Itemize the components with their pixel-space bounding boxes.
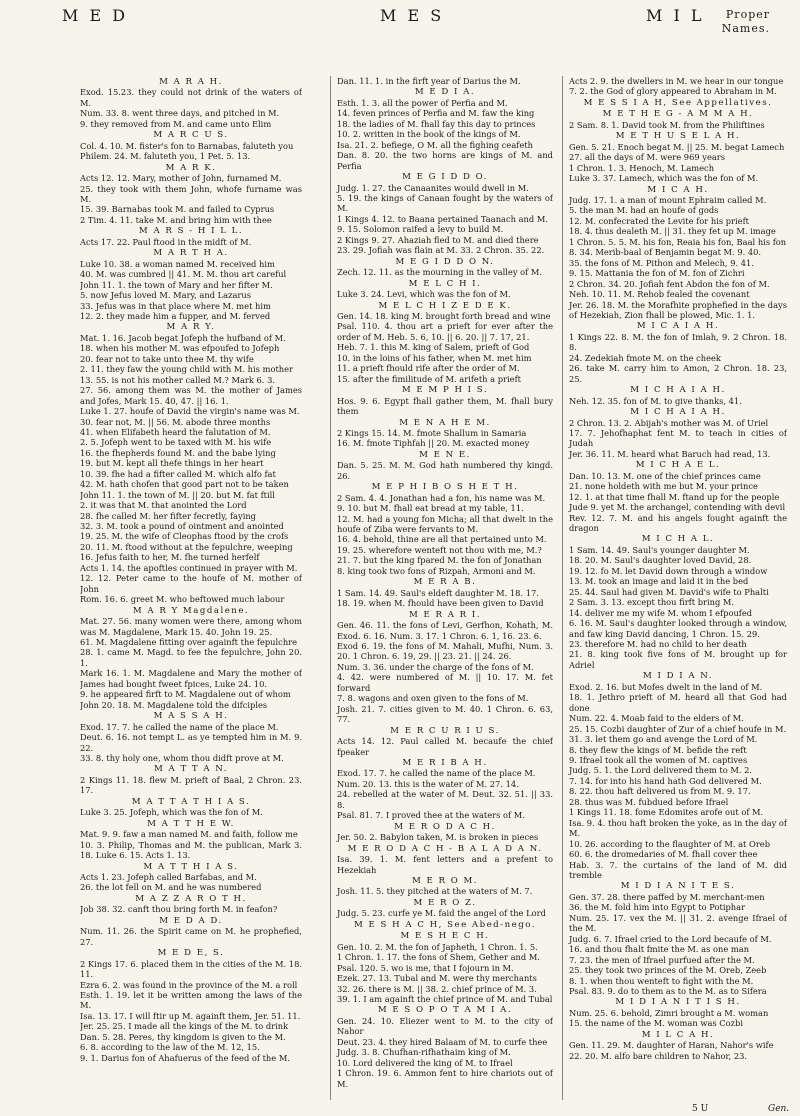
entry-line: Luke 3. 25. Jofeph, which was the fon of M. — [80, 807, 263, 818]
entry-line: 27. all the days of M. were 969 years — [569, 152, 726, 163]
entry-heading: M A T T A T H I A S. — [131, 796, 251, 807]
entry-line: 17. 7. Jehofhaphat fent M. to teach in cities of Judah — [569, 427, 787, 449]
entry-heading: M E S H E C H. — [400, 931, 490, 942]
entry-line: Mat. 27. 56. many women were there, among whom was M. Magdalene, Mark 15. 40. John 19. 25. — [80, 616, 302, 637]
entry-line: 10. 2. written in the book of the kings of M. — [337, 129, 521, 140]
entry-line: 28. thus was M. fubdued before Ifrael — [569, 796, 729, 807]
entry-line: 19. 25. wherefore wenteft not thou with me, M.? — [337, 544, 542, 555]
entry-line: Luke 1. 27. houfe of David the virgin's name was M. — [80, 406, 300, 417]
entry-line: 16. and thou fhalt fmite the M. as one man — [569, 944, 750, 955]
entry-line: Exod. 15.23. they could not drink of the waters of M. — [80, 87, 302, 108]
signature-mark: 5 U — [692, 1104, 709, 1114]
entry-line: Isa. 9. 4. thou haft broken the yoke, as in the day of M. — [569, 817, 787, 839]
entry-line: 2 Sam. 3. 13. except thou firft bring M. — [569, 597, 735, 608]
entry-line: 42. M. hath chofen that good part not to be taken — [80, 479, 289, 490]
entry-line: 8. 34. Merib-baal of Benjamin begat M. 9. 40. — [569, 247, 762, 258]
entry-line: 25. 15. Cozbi daughter of Zur of a chief houfe in M. — [569, 723, 787, 734]
entry-line: 19. 25. M. the wife of Cleophas ftood by the crofs — [80, 531, 289, 542]
entry-line: 2 Kings 17. 6. placed them in the cities of the M. 18. 11. — [80, 958, 302, 980]
entry-line: Judg. 3. 8. Chufhan-rifhathaim king of M. — [337, 1047, 511, 1058]
entry-line: 1 Kings 22. 8. M. the fon of Imlah, 9. 2 Chron. 18. 8. — [569, 331, 787, 353]
entry-heading: M E D A D. — [159, 915, 223, 926]
entry-line: Jer. 36. 11. M. heard what Baruch had read, 13. — [569, 448, 771, 459]
column-2 — [330, 76, 553, 1100]
entry-line: Judg. 1. 27. the Canaanites would dwell in M. — [337, 182, 529, 193]
entry-line: Mat. 1. 16. Jacob begat Jofeph the hufband of M. — [80, 332, 286, 343]
entry-line: John 11. 1. the town of M. || 20. but M. fat ftill — [80, 489, 275, 500]
entry-line: 2 Kings 11. 18. flew M. prieft of Baal, 2 Chron. 23. 17. — [80, 774, 302, 796]
entry-line: Judg. 6. 7. Ifrael cried to the Lord becaufe of M. — [569, 933, 772, 944]
entry-line: Luke 3. 24. Levi, which was the fon of M. — [337, 289, 511, 300]
entry-line: 10. in the loins of his father, when M. met him — [337, 352, 532, 363]
entry-line: 5. now Jefus loved M. Mary, and Lazarus — [80, 290, 251, 301]
entry-line: 4. 42. were numbered of M. || 10. 17. M. fet forward — [337, 672, 553, 693]
entry-heading: M A R K. — [165, 162, 217, 173]
entry-line: 7. 2. the God of glory appeared to Abraham in M. — [569, 86, 777, 97]
entry-line: 12. 12. Peter came to the houfe of M. mother of John — [80, 573, 302, 594]
entry-heading: M E R O Z. — [413, 897, 477, 908]
entry-line: Dan. 10. 13. M. one of the chief princes came — [569, 470, 761, 481]
entry-line: 39. 1. I am againft the chief prince of M. and Tubal — [337, 993, 553, 1004]
entry-heading: M I C A H. — [647, 184, 709, 195]
entry-heading: M E L C H I. — [408, 278, 482, 289]
entry-line: Rom. 16. 6. greet M. who beftowed much labour — [80, 594, 285, 605]
entry-line: 9. 1. Darius fon of Ahafuerus of the feed of the M. — [80, 1052, 290, 1063]
entry-line: Josh. 11. 5. they pitched at the waters of M. 7. — [337, 886, 533, 897]
entry-line: 28. fhe called M. her fifter fecretly, faying — [80, 510, 256, 521]
entry-heading: M A R Y. — [166, 322, 216, 333]
entry-line: Luke 3. 37. Lamech, which was the fon of M. — [569, 173, 759, 184]
entry-line: 2. 5. Jofeph went to be taxed with M. his wife — [80, 437, 272, 448]
entry-line: Psal. 110. 4. thou art a prieft for ever after the order of M. Heb. 5. 6, 10. || 6. 20. || 7. 17, 21. — [337, 321, 553, 342]
entry-line: Deut. 23. 4. they hired Balaam of M. to curfe thee — [337, 1036, 548, 1047]
entry-line: Gen. 14. 18. king M. brought forth bread and wine — [337, 310, 551, 321]
catchword: Gen. — [768, 1104, 790, 1114]
entry-line: Dan. 8. 20. the two horns are kings of M. and Perfia — [337, 150, 553, 171]
entry-line: 26. the lot fell on M. and he was numbered — [80, 882, 262, 893]
entry-line: 18. 19. when M. fhould have been given to David — [337, 598, 544, 609]
entry-heading: M E G I D D O. — [402, 172, 488, 183]
entry-heading: M I D I A N I T E S. — [620, 881, 736, 892]
entry-heading: M E N A H E M. — [399, 417, 491, 428]
entry-line: 7. 23. the men of Ifrael purfued after the M. — [569, 954, 755, 965]
entry-line: 16. M. fmote Tiphfah || 20. M. exacted money — [337, 438, 530, 449]
entry-line: Acts 2. 9. the dwellers in M. we hear in our tongue — [569, 76, 784, 86]
entry-line: Job 38. 32. canft thou bring forth M. in feafon? — [80, 904, 278, 915]
entry-line: Philem. 24. M. faluteth you, 1 Pet. 5. 13. — [80, 151, 251, 162]
entry-heading: M E G I D D O N. — [395, 256, 495, 267]
entry-line: 20. fear not to take unto thee M. thy wife — [80, 353, 254, 364]
entry-line: 5. 19. the kings of Canaan fought by the waters of M. — [337, 192, 553, 214]
entry-line: 2 Sam. 4. 4. Jonathan had a fon, his name was M. — [337, 492, 546, 503]
entry-line: Hab. 3. 7. the curtains of the land of M. did tremble — [569, 859, 787, 880]
entry-line: 8. 1. when thou wenteft to fight with the M. — [569, 975, 754, 986]
entry-line: 16. the fhepherds found M. and the babe lying — [80, 447, 276, 458]
entry-heading: M E S S I A H, See Appellatives. — [583, 97, 773, 108]
entry-line: 30. fear not, M. || 56. M. abode three months — [80, 416, 271, 427]
entry-line: Num. 22. 4. Moab faid to the elders of M. — [569, 713, 744, 724]
entry-line: 12. 2. they made him a fupper, and M. ferved — [80, 310, 271, 321]
entry-line: Neh. 12. 35. fon of M. to give thanks, 41. — [569, 395, 742, 406]
entry-line: Exod 6. 19. the fons of M. Mahali, Mufhi, Num. 3. 20. 1 Chron. 6. 19, 29. || 23. 21. || 24. 26. — [337, 641, 553, 662]
entry-heading: M I C H A I A H. — [630, 407, 726, 418]
entry-line: 16. 4. behold, thine are all that pertained unto M. — [337, 534, 547, 545]
entry-line: 8. they flew the kings of M. befide the reft — [569, 744, 747, 755]
entry-line: 61. M. Magdalene fitting over againft the fepulchre — [80, 637, 298, 648]
column-3 — [562, 76, 787, 1100]
entry-line: 9. 15. Mattania the fon of M. fon of Zichri — [569, 268, 745, 279]
running-head-right: M I L — [646, 6, 705, 25]
entry-line: 1 Chron. 1. 3. Henoch, M. Lamech — [569, 162, 715, 173]
entry-line: 5. the man M. had an houfe of gods — [569, 205, 719, 216]
entry-heading: M A R S - H I L L. — [138, 226, 244, 237]
entry-line: 8. 22. thou haft delivered us from M. 9. 17. — [569, 786, 751, 797]
entry-line: 13. M. took an image and laid it in the bed — [569, 576, 749, 587]
entry-line: 60. 6. the dromedaries of M. fhall cover thee — [569, 849, 758, 860]
entry-line: Judg. 17. 1. a man of mount Ephraim called M. — [569, 194, 767, 205]
entry-line: Num. 33. 8. went three days, and pitched in M. — [80, 108, 280, 119]
entry-line: 2 Chron. 34. 20. Jofiah fent Abdon the fon of M. — [569, 278, 770, 289]
entry-heading: M E S O P O T A M I A. — [377, 1005, 513, 1016]
entry-line: Rev. 12. 7. M. and his angels fought againft the dragon — [569, 512, 787, 534]
entry-line: 1 Sam. 14. 49. Saul's eldeft daughter M. 18. 17. — [337, 587, 539, 598]
entry-line: 20. 11. M. ftood without at the fepulchre, weeping — [80, 541, 293, 552]
entry-heading: M E R A B. — [413, 577, 477, 588]
entry-line: Exod. 17. 7. he called the name of the place M. — [337, 768, 536, 779]
entry-line: 6. 8. according to the law of the M. 12, 15. — [80, 1042, 260, 1053]
entry-line: Ezra 6. 2. was found in the province of the M. a roll — [80, 979, 298, 990]
entry-line: 7. 14. for into his hand hath God delivered M. — [569, 775, 762, 786]
entry-line: Acts 12. 12. Mary, mother of John, furnamed M. — [80, 173, 282, 184]
entry-line: 1 Kings 4. 12. to Baana pertained Taanach and M. — [337, 213, 548, 224]
entry-line: Ezek. 27. 13. Tubal and M. were thy merchants — [337, 973, 537, 984]
entry-heading: M E R C U R I U S. — [390, 725, 500, 736]
entry-line: 7. 8. wagons and oxen given to the fons of M. — [337, 693, 529, 704]
entry-line: 40. M. was cumbred || 41. M. M. thou art careful — [80, 269, 287, 280]
entry-line: Mark 16. 1. M. Magdalene and Mary the mother of James had bought fweet fpices, Luke 24. 10. — [80, 668, 302, 689]
entry-line: 2 Sam. 8. 1. David took M. from the Philiftines — [569, 119, 765, 130]
entry-line: Judg. 5. 23. curfe ye M. faid the angel of the Lord — [337, 908, 546, 919]
entry-line: Num. 11. 26. the Spirit came on M. he prophefied, 27. — [80, 926, 302, 947]
entry-heading: M A R Y Magdalene. — [132, 605, 250, 616]
entry-heading: M I C H A L. — [641, 534, 715, 545]
entry-line: Exod. 2. 16. but Mofes dwelt in the land of M. — [569, 681, 763, 692]
entry-line: Esth. 1. 3. all the power of Perfia and M. — [337, 97, 508, 108]
column-1 — [80, 76, 302, 1100]
entry-line: 26. take M. carry him to Amon, 2 Chron. 18. 23, 25. — [569, 363, 787, 384]
entry-line: 23. 29. Jofiah was flain at M. 33. 2 Chron. 35. 22. — [337, 245, 545, 256]
entry-line: Josh. 21. 7. cities given to M. 40. 1 Chron. 6. 63, 77. — [337, 703, 553, 725]
entry-line: 2 Chron. 13. 2. Abijah's mother was M. of Uriel — [569, 417, 769, 428]
entry-line: John 20. 18. M. Magdalene told the difciples — [80, 699, 268, 710]
entry-heading: M A T T A N. — [153, 764, 229, 775]
entry-heading: M I D I A N I T I S H. — [615, 997, 741, 1008]
entry-line: Luke 10. 38. a woman named M. received him — [80, 258, 275, 269]
entry-line: 35. the fons of M. Pithon and Melech, 9. 41. — [569, 257, 754, 268]
entry-line: Deut. 6. 16. not tempt L. as ye tempted him in M. 9. 22. — [80, 732, 302, 753]
entry-line: 21. 7. but the king fpared M. the fon of Jonathan — [337, 555, 542, 566]
entry-line: 19. 12. fo M. let David down through a window — [569, 565, 768, 576]
entry-line: Num. 25. 6. behold, Zimri brought a M. woman — [569, 1007, 769, 1018]
entry-line: Exod. 17. 7. he called the name of the place M. — [80, 721, 279, 732]
entry-line: 15. the name of the M. woman was Cozbi — [569, 1018, 743, 1029]
entry-line: 1 Chron. 19. 6. Ammon fent to hire chariots out of M. — [337, 1068, 553, 1089]
entry-heading: M E M P H I S. — [401, 385, 489, 396]
entry-line: 9. they removed from M. and came unto Elim — [80, 118, 272, 129]
entry-heading: M E R A R I. — [408, 609, 481, 620]
entry-line: Gen. 5. 21. Enoch begat M. || 25. M. begat Lamech — [569, 141, 785, 152]
entry-line: 9. 10. but M. fhall eat bread at my table, 11. — [337, 503, 524, 514]
entry-heading: M I C H A E L. — [635, 460, 721, 471]
entry-line: Judg. 5. 1. the Lord delivered them to M. 2. — [569, 765, 753, 776]
entry-heading: M E T H E G - A M M A H. — [602, 109, 754, 120]
entry-line: 18. when his mother M. was efpoufed to Jofeph — [80, 343, 280, 354]
entry-line: 15. after the fimilitude of M. arifeth a prieft — [337, 373, 521, 384]
entry-line: 24. rebelled at the water of M. Deut. 32. 51. || 33. 8. — [337, 789, 553, 810]
entry-line: Num. 25. 17. vex the M. || 31. 2. avenge Ifrael of the M. — [569, 912, 787, 934]
entry-line: Num. 3. 36. under the charge of the fons of M. — [337, 661, 534, 672]
entry-line: Acts 14. 12. Paul called M. becaufe the chief fpeaker — [337, 736, 553, 757]
entry-heading: M I C A I A H. — [636, 321, 720, 332]
entry-line: 2 Kings 15. 14. M. fmote Shallum in Samaria — [337, 427, 527, 438]
entry-line: 28. 1. came M. Magd. to fee the fepulchre, John 20. 1. — [80, 647, 302, 668]
entry-line: 14. deliver me my wife M. whom I efpoufed — [569, 607, 753, 618]
entry-line: Num. 20. 13. this is the water of M. 27. 14. — [337, 778, 519, 789]
entry-line: Jude 9. yet M. the archangel, contending with devil — [569, 502, 786, 513]
entry-line: 6. 16. M. Saul's daughter looked through a window, and faw king David dancing, 1 Chron. 15. 29. — [569, 618, 787, 639]
entry-line: 18. 4. thus dealeth M. || 31. they fet up M. image — [569, 226, 776, 237]
entry-line: Acts 1. 14. the apoftles continued in prayer with M. — [80, 562, 298, 573]
entry-heading: M E P H I B O S H E T H. — [371, 482, 519, 493]
entry-heading: M E R I B A H. — [402, 758, 488, 768]
entry-line: 14. feven princes of Perfia and M. faw the king — [337, 108, 535, 119]
entry-line: 1 Sam. 14. 49. Saul's younger daughter M. — [569, 544, 750, 555]
entry-line: Esth. 1. 19. let it be written among the laws of the M. — [80, 989, 302, 1011]
entry-line: 12. M. confecrated the Levite for his prieft — [569, 215, 749, 226]
entry-line: Gen. 46. 11. the fons of Levi, Gerfhon, Kohath, M. Exod. 6. 16. Num. 3. 17. 1 Chron. 6. 1, 16. 23. 6. — [337, 620, 553, 641]
entry-line: 32. 3. M. took a pound of ointment and anointed — [80, 521, 284, 532]
entry-line: 2 Tim. 4. 11. take M. and bring him with thee — [80, 214, 272, 225]
entry-line: 13. 55. is not his mother called M.? Mark 6. 3. — [80, 374, 275, 385]
entry-line: 15. 39. Barnabas took M. and failed to Cyprus — [80, 204, 275, 215]
entry-line: Isa. 21. 2. befiege, O M. all the fighing ceafeth — [337, 139, 533, 150]
entry-line: 2. it was that M. that anointed the Lord — [80, 500, 247, 511]
entry-heading: M E D E, S. — [157, 948, 225, 959]
entry-line: 18. 1. Jethro prieft of M. heard all that God had done — [569, 692, 787, 713]
running-head-left: M E D — [62, 6, 129, 25]
entry-line: Gen. 10. 2. M. the fon of Japheth, 1 Chron. 1. 5. — [337, 941, 538, 952]
entry-line: 27. 56. among them was M. the mother of James and Jofes, Mark 15. 40, 47. || 16. 1. — [80, 385, 302, 406]
entry-heading: M I C H A I A H. — [630, 385, 726, 396]
entry-line: 25. they took two princes of the M. Oreb, Zeeb — [569, 965, 767, 976]
entry-line: 31. 3. let them go and avenge the Lord of M. — [569, 734, 758, 745]
entry-line: Jer. 25. 25. I made all the kings of the M. to drink — [80, 1021, 289, 1032]
entry-heading: M I D I A N. — [642, 671, 714, 682]
entry-line: 23. therefore M. had no child to her death — [569, 639, 747, 650]
entry-line: 19. but M. kept all thefe things in her heart — [80, 458, 264, 469]
entry-line: Hos. 9. 6. Egypt fhall gather them, M. fhall bury them — [337, 395, 553, 417]
entry-line: 10. 3. Philip, Thomas and M. the publican, Mark 3. 18. Luke 6. 15. Acts 1. 13. — [80, 839, 302, 861]
entry-line: 2. 11. they faw the young child with M. his mother — [80, 364, 293, 375]
running-head-section: Proper Names. — [721, 8, 770, 35]
entry-line: 9. Ifrael took all the women of M. captives — [569, 755, 748, 765]
entry-heading: M E S H A C H, See Abed-nego. — [354, 919, 536, 930]
entry-line: 33. 8. thy holy one, whom thou didft prove at M. — [80, 753, 284, 763]
entry-line: Mat. 9. 9. faw a man named M. and faith, follow me — [80, 829, 298, 840]
entry-line: Gen. 24. 10. Eliezer went to M. to the city of Nahor — [337, 1015, 553, 1037]
entry-heading: M A R C U S. — [153, 130, 229, 141]
entry-line: 41. when Elifabeth heard the falutation of M. — [80, 426, 271, 437]
entry-heading: M E D I A. — [414, 87, 476, 98]
entry-line: Psal. 81. 7. I proved thee at the waters of M. — [337, 810, 525, 821]
entry-heading: M E T H U S E L A H. — [615, 131, 741, 142]
entry-heading: M A Z Z A R O T H. — [135, 893, 247, 904]
entry-line: 10. 26. according to the flaughter of M. at Oreb — [569, 838, 771, 849]
entry-line: Psal. 120. 5. wo is me, that I fojourn in M. — [337, 962, 514, 973]
entry-line: 24. Zedekiah fmote M. on the cheek — [569, 352, 721, 363]
entry-line: Dan. 5. 25. M. M. God hath numbered thy kingd. 26. — [337, 460, 553, 481]
entry-line: 21. none holdeth with me but M. your prince — [569, 481, 758, 492]
entry-line: 11. a prieft fhould rife after the order of M. — [337, 363, 520, 374]
entry-heading: M A R T H A. — [153, 248, 229, 259]
entry-heading: M A T T H I A S. — [143, 861, 239, 872]
entry-line: 1 Chron. 5. 5. M. his fon, Reaia his fon, Baal his fon — [569, 236, 787, 247]
entry-line: Acts 17. 22. Paul ftood in the midft of M. — [80, 236, 252, 247]
entry-line: Gen. 37. 28. there paffed by M. merchant-men — [569, 891, 765, 902]
entry-line: Heb. 7. 1. this M. king of Salem, prieft of God — [337, 342, 530, 353]
entry-line: 8. king took two fons of Rizpah, Armoni and M. — [337, 565, 536, 576]
running-head — [50, 2, 772, 36]
entry-heading: M A R A H. — [159, 77, 223, 87]
entry-heading: M E N E. — [419, 449, 471, 460]
entry-line: 10. Lord delivered the king of M. to Ifrael — [337, 1057, 513, 1068]
entry-line: 9. 15. Solomon raifed a levy to build M. — [337, 224, 504, 235]
entry-line: Gen. 11. 29. M. daughter of Haran, Nahor's wife — [569, 1040, 774, 1051]
entry-line: 18. the ladies of M. fhall fay this day to princes — [337, 118, 536, 129]
entry-heading: M A T T H E W. — [147, 818, 235, 829]
entry-heading: M I L C A H. — [641, 1029, 715, 1040]
entry-heading: M E R O M. — [411, 875, 479, 886]
entry-line: Psal. 83. 9. do to them as to the M. as to Sifera — [569, 985, 767, 996]
entry-heading: M A S S A H. — [153, 711, 229, 722]
entry-line: Dan. 11. 1. in the firft year of Darius the M. — [337, 76, 521, 86]
entry-line: 1 Kings 11. 18. fome Edomites arofe out of M. — [569, 807, 764, 818]
entry-line: 10. 39. fhe had a fifter called M. which alfo fat — [80, 468, 276, 479]
entry-line: Isa. 13. 17. I will ftir up M. againft them, Jer. 51. 11. — [80, 1010, 301, 1021]
entry-heading: M E R O D A C H - B A L A D A N. — [347, 843, 543, 854]
entry-line: Zech. 12. 11. as the mourning in the valley of M. — [337, 267, 543, 278]
entry-line: 12. M. had a young fon Micha; all that dwelt in the houfe of Ziba were fervants to M. — [337, 513, 553, 535]
entry-line: 25. 44. Saul had given M. David's wife to Phalti — [569, 586, 769, 597]
entry-line: 9. he appeared firft to M. Magdalene out of whom — [80, 689, 291, 700]
entry-heading: M E L C H I Z E D E K. — [378, 300, 512, 311]
running-head-center: M E S — [380, 6, 445, 25]
entry-line: 22. 20. M. alfo bare children to Nahor, 23. — [569, 1050, 748, 1061]
entry-line: Col. 4. 10. M. fister's fon to Barnabas, faluteth you — [80, 140, 294, 151]
entry-heading: M E R O D A C H. — [394, 821, 496, 832]
entry-line: Acts 1. 23. Jofeph called Barfabas, and M. — [80, 871, 257, 882]
entry-line: 25. they took with them John, whofe furname was M. — [80, 183, 302, 204]
entry-line: 21. 8. king took five fons of M. brought up for Adriel — [569, 649, 787, 670]
entry-line: 2 Kings 9. 27. Ahaziah fled to M. and died there — [337, 234, 539, 245]
entry-line: 32. 26. there is M. || 38. 2. chief prince of M. 3. — [337, 983, 537, 994]
entry-line: John 11. 1. the town of Mary and her fifter M. — [80, 279, 273, 290]
entry-line: 12. 1. at that time fhall M. ftand up for the people — [569, 491, 780, 502]
entry-line: Jer. 26. 18. M. the Morafhite prophefied in the days of Hezekiah, Zion fhall be plowed, Mic. 1. 1. — [569, 299, 787, 320]
entry-line: 16. Jefus faith to her, M. fhe turned herfelf — [80, 552, 260, 563]
entry-line: Neh. 10. 11. M. Rehob fealed the covenant — [569, 289, 750, 300]
entry-line: 1 Chron. 1. 17. the fons of Shem, Gether and M. — [337, 952, 540, 963]
entry-line: Dan. 5. 28. Peres, thy kingdom is given to the M. — [80, 1031, 286, 1042]
entry-line: 36. the M. fold him into Egypt to Potiphar — [569, 902, 746, 913]
entry-line: Jer. 50. 2. Babylon taken, M. is broken in pieces — [337, 832, 539, 843]
entry-line: 33. Jefus was in that place where M. met him — [80, 300, 271, 311]
entry-line: 18. 20. M. Saul's daughter loved David, 28. — [569, 555, 752, 566]
entry-line: Isa. 39. 1. M. fent letters and a prefent to Hezekiah — [337, 854, 553, 875]
